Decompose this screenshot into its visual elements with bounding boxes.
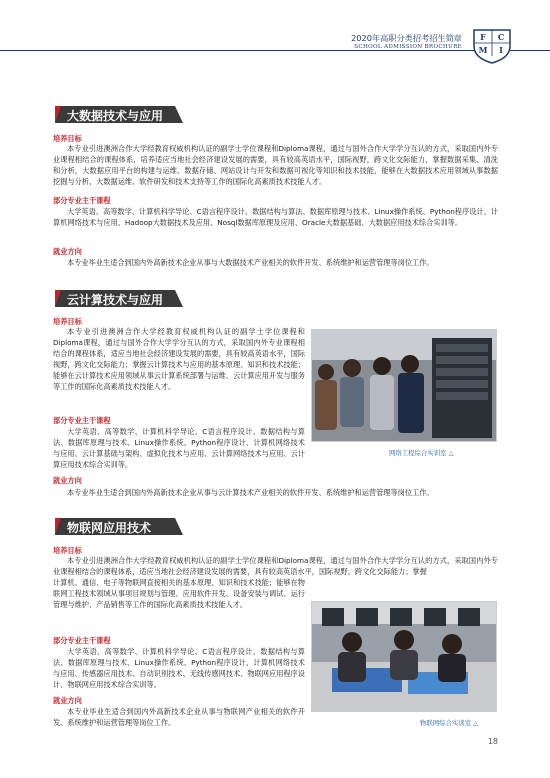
career-label: 就业方向: [53, 247, 82, 256]
photo-caption: 网络工程综合实训室 △: [389, 449, 454, 457]
section-title: 云计算技术与应用: [67, 293, 164, 307]
courses-text: 大学英语、高等数学、计算机科学导论、C语言程序设计、数据结构与算法、数据库原理与技术、Linux操作系统、Python程序设计、计算机网络技术与应用、Hadoop大数据技术及应用、Nosql数据库原理及应用、Oracle大数据基础、大数据应用技术综合实训等。: [53, 207, 498, 228]
career-label: 就业方向: [53, 696, 82, 705]
goal-text: 本专业引进澳洲合作大学经教育权威机构认证的副学士学位课程和Diploma课程，通过与国外合作大学学分互认的方式，采取国内外专业课程相结合的课程体系，适应当地社会经济建设发展的需要，具有较高英语水平，国际视野，跨文化交际能力；掌握: [53, 556, 498, 577]
goal-label: 培养目标: [53, 317, 82, 326]
courses-text: 大学英语、高等数学、计算机科学导论、C语言程序设计、数据结构与算法、数据库原理与技术、Linux操作系统、Python程序设计、计算机网络技术与应用、云计算基础与架构、虚拟化技术与应用、云计算网络技术与应用、云计算应用技术综合实训等。: [53, 427, 305, 470]
school-logo-icon: [470, 26, 514, 64]
career-label: 就业方向: [53, 476, 82, 485]
brochure-title: 2020年高职分类招考招生简章: [351, 33, 462, 43]
goal-text: 本专业引进澳洲合作大学经教育权威机构认证的副学士学位课程和Diploma课程，通过与国外合作大学学分互认的方式，采取国内外专业课程相结合的课程体系，培养适应当地社会经济建设发展的需要，具有较高英语水平，国际视野，跨文化交际能力，掌握数据采集、清洗和分析，大数据应用平台的构建与运维、数据存储、网站设计与开发和数据可视化等知识和技术技能，能够在大数据技术应用领域从事数据挖掘与分析、大数据运维、软件研发和技术支持等工作的国际化高素质技术技能人才。: [53, 144, 498, 187]
section-title-bar-cloud: [55, 290, 183, 307]
section-title-bar-bigdata: [55, 106, 183, 123]
career-text: 本专业毕业生适合到国内外高新技术企业从事与云计算技术产业相关的软件开发、系统维护和运营管理等岗位工作。: [67, 488, 434, 497]
section-title: 大数据技术与应用: [67, 109, 164, 123]
career-text: 本专业毕业生适合到国内外高新技术企业从事与物联网产业相关的软件开发、系统维护和运营管理等岗位工作。: [53, 707, 305, 728]
goal-label: 培养目标: [53, 134, 82, 143]
goal-text-continued: 计算机、通信、电子等物联网直接相关的基本原理、知识和技术技能；能够在物联网工程技术领域从事项目规划与管理、应用软件开发、设备安装与调试、运行管理与维护、产品销售等工作的国际化高素质技术技能人才。: [53, 578, 305, 610]
svg-text:M: M: [478, 45, 488, 55]
courses-label: 部分专业主干课程: [53, 196, 111, 205]
iot-lab-photo: [311, 601, 497, 712]
courses-label: 部分专业主干课程: [53, 416, 111, 425]
section-title-bar-iot: [55, 518, 183, 535]
goal-label: 培养目标: [53, 546, 82, 555]
svg-text:F: F: [480, 32, 486, 42]
career-text: 本专业毕业生适合到国内外高新技术企业从事与大数据技术产业相关的软件开发、系统维护和运营管理等岗位工作。: [67, 258, 434, 267]
courses-text: 大学英语、高等数学、计算机科学导论、C语言程序设计、数据结构与算法、数据库原理与技术、Linux操作系统、Python程序设计、计算机网络技术与应用、传感器应用技术、自动识别技术、无线传感网技术、物联网应用程序设计、物联网应用技术综合实训等。: [53, 647, 305, 690]
svg-text:I: I: [499, 45, 503, 55]
goal-text: 本专业引进澳洲合作大学经教育权威机构认证的副学士学位课程和Diploma课程，通过与国外合作大学学分互认的方式，采取国内外专业课程相结合的课程体系，适应当地社会经济建设发展的需要，具有较高英语水平，国际视野，跨文化交际能力；掌握云计算技术与应用的基本原理、知识和技术技能；能够在云计算技术应用领域从事云计算系统部署与运维、云计算应用开发与服务等工作的国际化高素质技术技能人才。: [53, 327, 305, 392]
header-divider: [0, 50, 550, 51]
network-lab-photo: [311, 329, 497, 442]
triangle-icon: △: [473, 719, 479, 727]
courses-label: 部分专业主干课程: [53, 636, 111, 645]
section-title: 物联网应用技术: [67, 521, 152, 535]
svg-text:C: C: [497, 32, 505, 42]
brochure-subtitle: SCHOOL ADMISSION BROCHURE: [354, 44, 462, 50]
photo-caption: 物联网综合实训室 △: [420, 719, 479, 727]
triangle-icon: △: [448, 449, 454, 457]
page-number: 18: [487, 737, 498, 746]
